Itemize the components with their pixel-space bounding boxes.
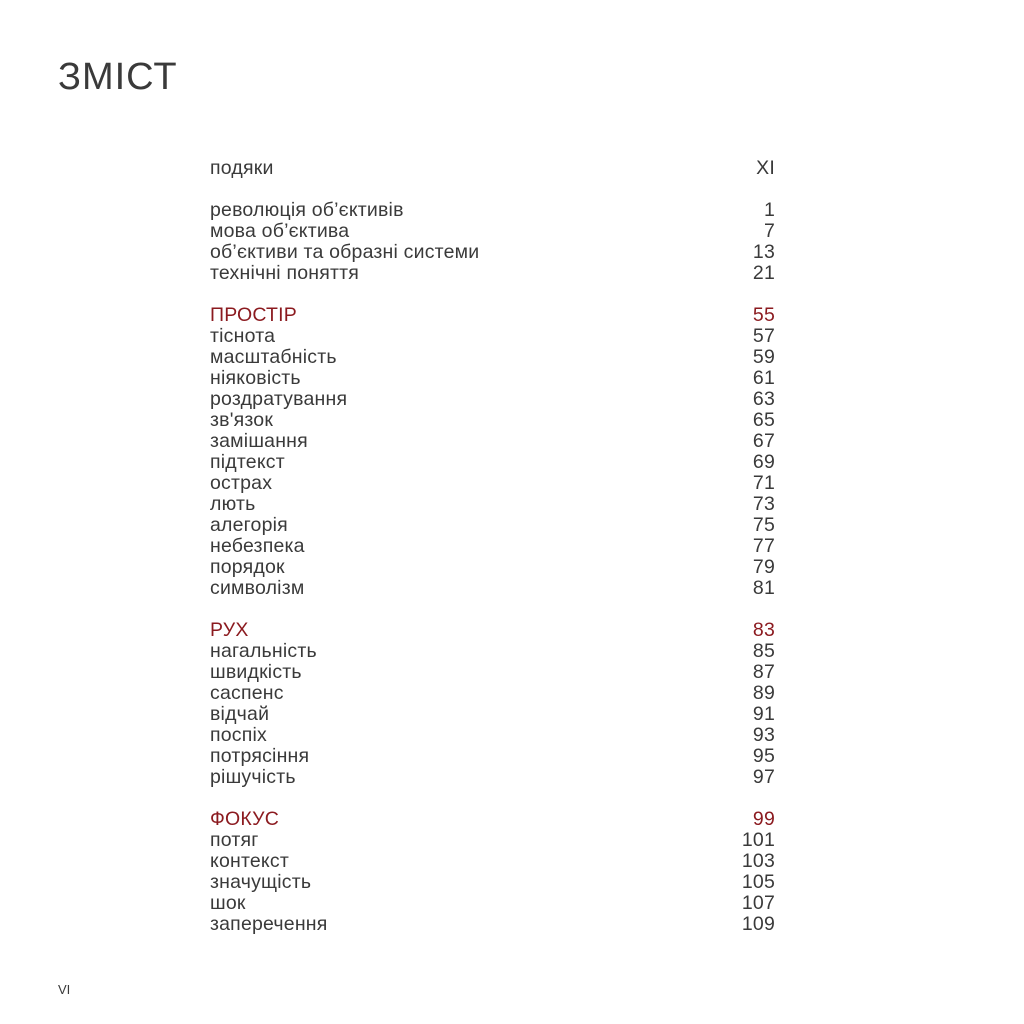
- toc-entry[interactable]: [210, 536, 775, 557]
- toc-entry-label: швидкість: [210, 661, 302, 683]
- toc-entry-label: масштабність: [210, 346, 337, 368]
- toc-entry-page: 7: [763, 220, 775, 242]
- toc-entry-label: технічні поняття: [210, 262, 360, 284]
- toc-entry-page: 89: [752, 682, 775, 704]
- toc-heading-label: РУХ: [210, 619, 249, 641]
- toc-section: [210, 620, 775, 788]
- toc-entry-page: 101: [741, 829, 775, 851]
- toc-entry[interactable]: [210, 725, 775, 746]
- toc-entry-label: шок: [210, 892, 246, 914]
- toc-entry-page: 67: [752, 430, 775, 452]
- toc-heading-label: ПРОСТІР: [210, 304, 297, 326]
- toc-entry-page: XI: [756, 157, 775, 179]
- toc-entry[interactable]: [210, 746, 775, 767]
- toc-entry[interactable]: [210, 494, 775, 515]
- toc-entry-label: заперечення: [210, 913, 328, 935]
- toc-entry-page: 73: [752, 493, 775, 515]
- toc-entry-page: 81: [752, 577, 775, 599]
- toc-entry[interactable]: [210, 578, 775, 599]
- toc-entry[interactable]: [210, 221, 775, 242]
- toc-entry-page: 93: [752, 724, 775, 746]
- toc-entry-label: революція об’єктивів: [210, 199, 404, 221]
- toc-entry-page: 75: [752, 514, 775, 536]
- toc-entry[interactable]: [210, 473, 775, 494]
- toc-entry-label: потяг: [210, 829, 259, 851]
- toc-entry-label: відчай: [210, 703, 270, 725]
- toc-section-heading[interactable]: [210, 620, 775, 641]
- toc-entry-page: 21: [752, 262, 775, 284]
- toc-entry-label: подяки: [210, 157, 274, 179]
- toc-entry[interactable]: [210, 704, 775, 725]
- toc-entry[interactable]: [210, 242, 775, 263]
- toc-entry-label: символізм: [210, 577, 305, 599]
- toc-entry[interactable]: [210, 914, 775, 935]
- toc-entry-page: 91: [752, 703, 775, 725]
- toc-entry-page: 79: [752, 556, 775, 578]
- toc-entry[interactable]: [210, 767, 775, 788]
- toc-entry-page: 97: [752, 766, 775, 788]
- toc-entry-label: підтекст: [210, 451, 285, 473]
- toc-entry[interactable]: [210, 851, 775, 872]
- toc-entry-page: 69: [752, 451, 775, 473]
- toc-section-heading[interactable]: [210, 305, 775, 326]
- toc-entry[interactable]: [210, 683, 775, 704]
- toc-entry[interactable]: [210, 515, 775, 536]
- toc-heading-page: 83: [752, 619, 775, 641]
- toc-heading-label: ФОКУС: [210, 808, 280, 830]
- toc-entry[interactable]: [210, 200, 775, 221]
- toc-entry-label: небезпека: [210, 535, 305, 557]
- toc-entry-page: 59: [752, 346, 775, 368]
- toc-section: [210, 200, 775, 284]
- toc-entry[interactable]: [210, 347, 775, 368]
- toc-entry-label: порядок: [210, 556, 285, 578]
- toc-entry[interactable]: [210, 326, 775, 347]
- page-title: ЗМІСТ: [58, 56, 178, 98]
- toc-entry-label: поспіх: [210, 724, 267, 746]
- toc-entry-page: 95: [752, 745, 775, 767]
- toc-entry-page: 1: [763, 199, 775, 221]
- toc-entry-page: 105: [741, 871, 775, 893]
- toc-entry[interactable]: [210, 662, 775, 683]
- toc-entry[interactable]: [210, 410, 775, 431]
- toc-entry-label: об’єктиви та образні системи: [210, 241, 480, 263]
- toc-entry-label: потрясіння: [210, 745, 310, 767]
- toc-entry[interactable]: [210, 368, 775, 389]
- toc-entry-label: ніяковість: [210, 367, 301, 389]
- toc-entry-page: 77: [752, 535, 775, 557]
- toc-entry-label: замішання: [210, 430, 308, 452]
- toc-entry-label: нагальність: [210, 640, 317, 662]
- toc-heading-page: 99: [752, 808, 775, 830]
- toc-entry-page: 87: [752, 661, 775, 683]
- toc-entry-label: рішучість: [210, 766, 296, 788]
- toc-entry-page: 85: [752, 640, 775, 662]
- toc-entry-label: мова об’єктива: [210, 220, 350, 242]
- toc-entry-page: 65: [752, 409, 775, 431]
- page-number: VI: [58, 982, 71, 997]
- toc-entry[interactable]: [210, 263, 775, 284]
- toc-entry-page: 63: [752, 388, 775, 410]
- toc-entry[interactable]: [210, 452, 775, 473]
- toc-entry-label: тіснота: [210, 325, 276, 347]
- toc-heading-page: 55: [752, 304, 775, 326]
- toc-entry-label: лють: [210, 493, 256, 515]
- toc-entry-page: 71: [752, 472, 775, 494]
- toc-entry-label: контекст: [210, 850, 289, 872]
- toc-entry-label: зв'язок: [210, 409, 274, 431]
- toc-entry[interactable]: [210, 893, 775, 914]
- toc-entry-page: 109: [741, 913, 775, 935]
- toc-entry[interactable]: [210, 431, 775, 452]
- toc-entry-page: 103: [741, 850, 775, 872]
- toc-entry-page: 61: [752, 367, 775, 389]
- toc-entry-label: значущість: [210, 871, 312, 893]
- toc-entry-page: 107: [741, 892, 775, 914]
- toc-entry[interactable]: [210, 389, 775, 410]
- toc-entry-label: алегорія: [210, 514, 288, 536]
- toc-entry[interactable]: [210, 872, 775, 893]
- toc-entry-label: роздратування: [210, 388, 348, 410]
- toc-entry-label: саспенс: [210, 682, 284, 704]
- toc-section: [210, 158, 775, 179]
- toc-section: [210, 305, 775, 599]
- toc-entry-page: 57: [752, 325, 775, 347]
- toc-entry[interactable]: [210, 830, 775, 851]
- toc-entry[interactable]: [210, 557, 775, 578]
- toc-entry[interactable]: [210, 641, 775, 662]
- toc-entry[interactable]: [210, 158, 775, 179]
- table-of-contents: [210, 158, 775, 956]
- toc-entry-page: 13: [752, 241, 775, 263]
- toc-section: [210, 809, 775, 935]
- toc-entry-label: острах: [210, 472, 273, 494]
- toc-section-heading[interactable]: [210, 809, 775, 830]
